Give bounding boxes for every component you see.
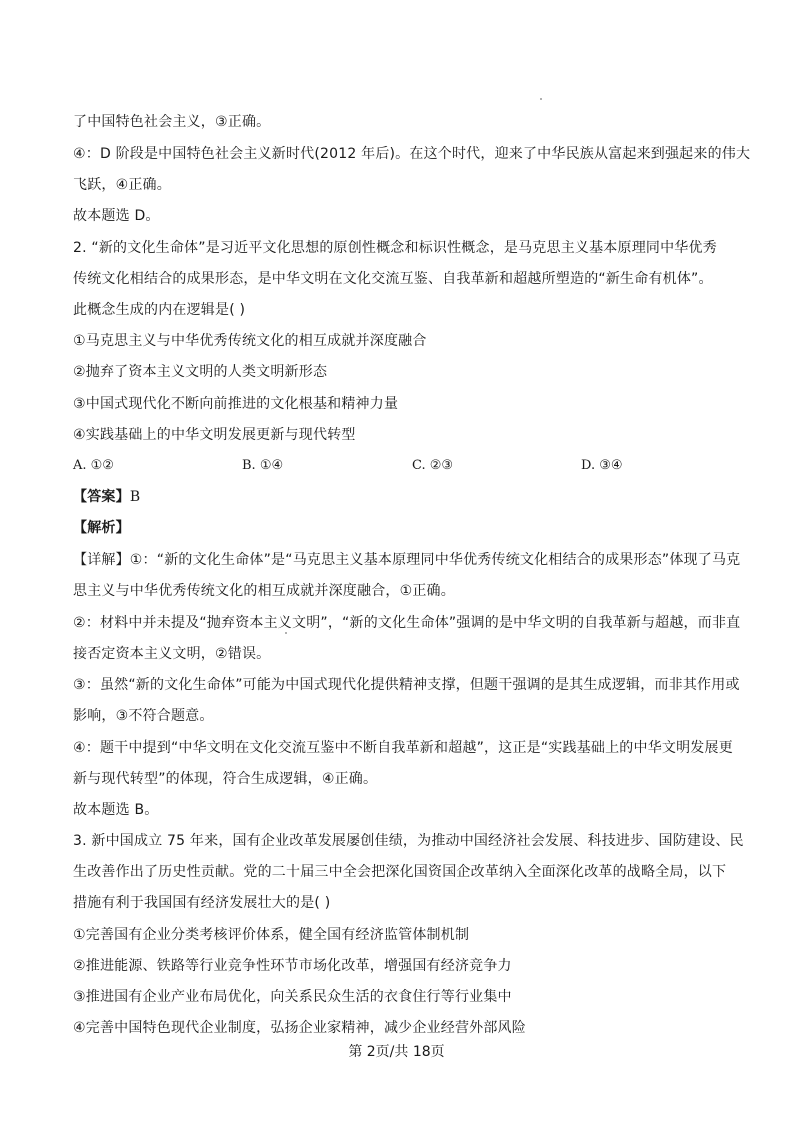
scan-speck (540, 98, 542, 100)
detail-line: 影响，③不符合题意。 (73, 708, 214, 724)
detail-line: 接否定资本主义文明，②错误。 (73, 646, 271, 662)
answer-line (73, 488, 140, 506)
question-3-prompt: 措施有利于我国国有经济发展壮大的是( ) (73, 895, 331, 911)
q3-statement-2: ②推进能源、铁路等行业竞争性环节市场化改革，增强国有经济竞争力 (73, 958, 512, 974)
detail-line: ②：材料中并未提及“抛弃资本主义文明”，“新的文化生命体”强调的是中华文明的自我革新与超越，而非直 (73, 615, 741, 631)
detail-line: 【详解】①：“新的文化生命体”是“马克思主义基本原理同中华优秀传统文化相结合的成果形态”体现了马克 (73, 552, 741, 568)
analysis-label: 【解析】 (73, 520, 130, 536)
statement-1: ①马克思主义与中华优秀传统文化的相互成就并深度融合 (73, 333, 427, 349)
detail-line: ③：虽然“新的文化生命体”可能为中国式现代化提供精神支撑，但题干强调的是其生成逻辑，而非其作用或 (73, 677, 740, 693)
option-b: B. ①④ (242, 458, 284, 473)
detail-line: 新与现代转型”的体现，符合生成逻辑，④正确。 (73, 771, 378, 787)
answer-label: 【答案】 (73, 489, 130, 505)
question-3-stem: 生改善作出了历史性贡献。党的二十届三中全会把深化国资国企改革纳入全面深化改革的战略全局，以下 (73, 864, 727, 880)
text-line: 故本题选 D。 (73, 208, 160, 224)
answer-value: B (129, 489, 141, 505)
q3-statement-1: ①完善国有企业分类考核评价体系，健全国有经济监管体制机制 (73, 927, 470, 943)
option-a: A. ①② (73, 458, 114, 473)
question-2-stem: 2. “新的文化生命体”是习近平文化思想的原创性概念和标识性概念，是马克思主义基本原理同中华优秀 (73, 240, 717, 256)
question-3-stem: 3. 新中国成立 75 年来，国有企业改革发展屡创佳绩，为推动中国经济社会发展、科技进步、国防建设、民 (73, 833, 744, 849)
q3-statement-3: ③推进国有企业产业布局优化，向关系民众生活的衣食住行等行业集中 (73, 989, 512, 1005)
q3-statement-4: ④完善中国特色现代企业制度，弘扬企业家精神，减少企业经营外部风险 (73, 1020, 526, 1036)
question-2-prompt: 此概念生成的内在逻辑是( ) (73, 302, 246, 318)
statement-2: ②抛弃了资本主义文明的人类文明新形态 (73, 364, 328, 380)
detail-line: ④：题干中提到“中华文明在文化交流互鉴中不断自我革新和超越”，这正是“实践基础上的中华文明发展更 (73, 740, 733, 756)
option-d: D. ③④ (581, 458, 623, 473)
question-2-stem: 传统文化相结合的成果形态，是中华文明在文化交流互鉴、自我革新和超越所塑造的“新生命有机体”。 (73, 271, 713, 287)
scan-speck (285, 632, 287, 634)
page-footer: 第 2页/共 18页 (348, 1044, 445, 1060)
option-c: C. ②③ (412, 458, 454, 473)
detail-line: 故本题选 B。 (73, 802, 159, 818)
detail-line: 思主义与中华优秀传统文化的相互成就并深度融合，①正确。 (73, 583, 455, 599)
text-line: ④：D 阶段是中国特色社会主义新时代(2012 年后)。在这个时代，迎来了中华民族从富起来到强起来的伟大 (73, 146, 751, 162)
statement-3: ③中国式现代化不断向前推进的文化根基和精神力量 (73, 396, 399, 412)
text-line: 飞跃，④正确。 (73, 177, 171, 193)
statement-4: ④实践基础上的中华文明发展更新与现代转型 (73, 427, 356, 443)
text-line: 了中国特色社会主义，③正确。 (73, 114, 271, 130)
